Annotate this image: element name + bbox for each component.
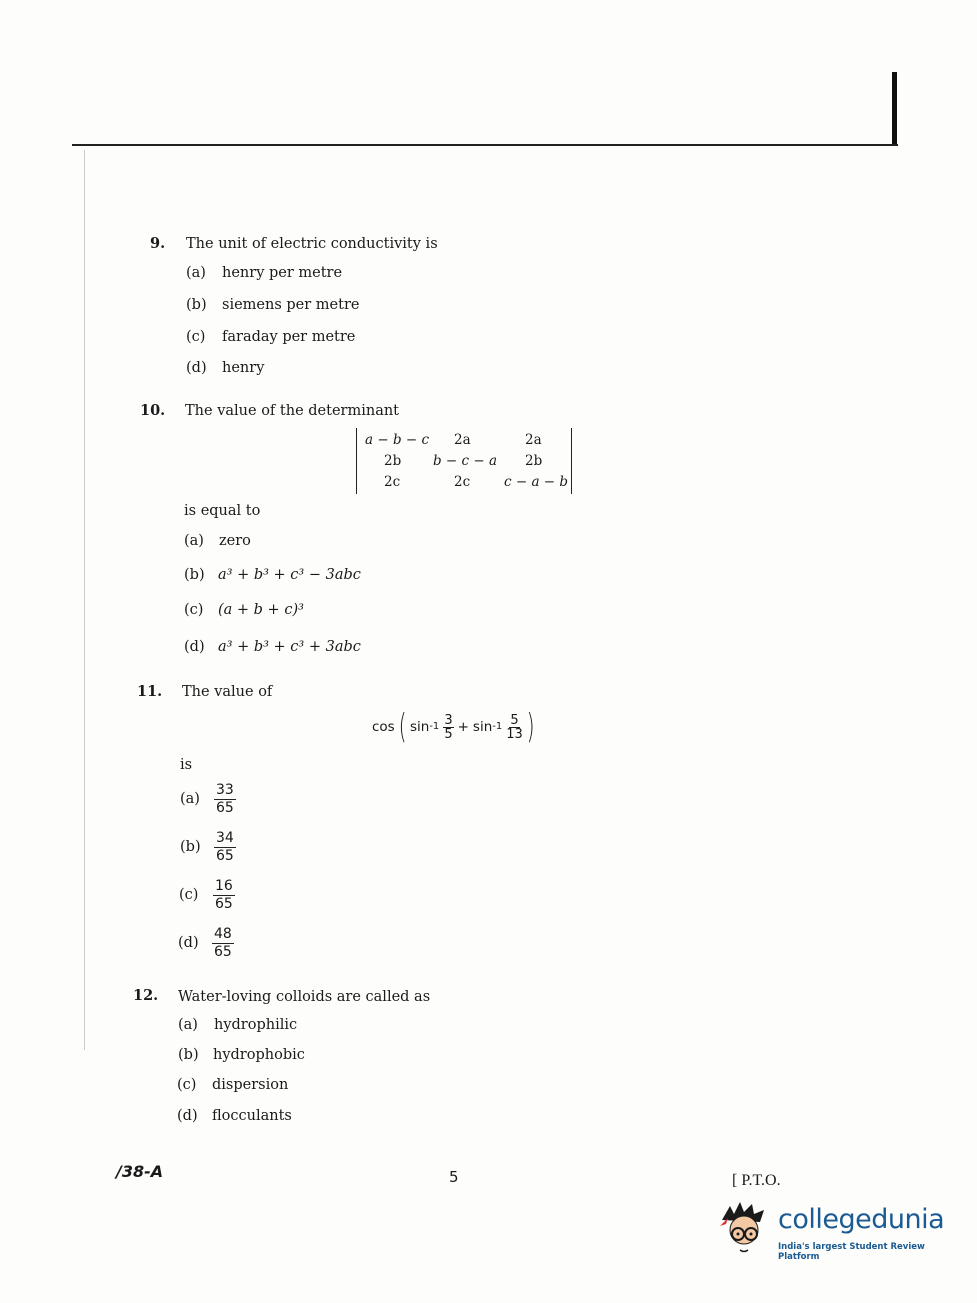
arcsin-function: sin [472, 719, 493, 735]
mascot-icon [716, 1198, 776, 1258]
question-text: The value of [182, 684, 273, 700]
question-text: The unit of electric conductivity is [186, 236, 438, 252]
close-paren: ) [526, 707, 535, 747]
question-suffix: is [180, 757, 193, 773]
question-suffix: is equal to [184, 503, 261, 519]
denominator: 65 [216, 848, 234, 864]
option-text: zero [219, 533, 251, 549]
option-label: (b) [178, 1047, 199, 1063]
matrix-cell: 2c [454, 474, 471, 490]
matrix-cell: 2c [384, 474, 401, 490]
matrix-cell: b − c − a [433, 453, 498, 469]
question-number: 10. [140, 402, 166, 419]
denominator: 65 [214, 944, 232, 960]
option-label: (c) [184, 602, 204, 618]
numerator: 33 [216, 782, 234, 798]
numerator: 16 [215, 878, 233, 894]
option-label: (a) [180, 791, 200, 807]
matrix-cell: 2b [525, 453, 543, 469]
option-label: (c) [177, 1077, 197, 1093]
question-text: Water-loving colloids are called as [178, 989, 431, 1005]
option-fraction [213, 878, 235, 913]
margin-bar [892, 72, 897, 146]
option-label: (b) [184, 567, 205, 583]
option-label: (b) [186, 297, 207, 313]
option-fraction [214, 830, 236, 865]
denominator: 65 [216, 800, 234, 816]
open-paren: ( [398, 707, 407, 747]
option-label: (d) [184, 639, 205, 655]
paper-code: /38-A [116, 1162, 164, 1181]
matrix-cell: 2a [454, 432, 471, 448]
question-number: 9. [150, 235, 166, 252]
denominator: 65 [215, 896, 233, 912]
collegedunia-logo [716, 1198, 946, 1262]
numerator: 5 [510, 712, 519, 728]
option-text: hydrophilic [214, 1017, 298, 1033]
option-label: (d) [186, 360, 207, 376]
arcsin-function: sin [409, 719, 430, 735]
logo-tagline: India's largest Student Review Platform [778, 1242, 925, 1262]
matrix-cell: 2b [384, 453, 402, 469]
option-text: flocculants [212, 1108, 292, 1124]
question-number: 11. [137, 683, 163, 700]
option-fraction [212, 926, 234, 961]
option-label: (c) [179, 887, 199, 903]
question-text: The value of the determinant [185, 403, 400, 419]
option-text: faraday per metre [222, 329, 356, 345]
numerator: 3 [444, 712, 453, 728]
option-label: (a) [184, 533, 204, 549]
option-fraction [214, 782, 236, 817]
option-text: a³ + b³ + c³ − 3abc [218, 567, 361, 583]
option-text: hydrophobic [213, 1047, 305, 1063]
option-label: (c) [186, 329, 206, 345]
option-label: (a) [186, 265, 206, 281]
fraction-5-13 [506, 714, 523, 741]
page-number: 5 [449, 1168, 459, 1186]
trig-expression: cos ( sin -1 $\frac{3}{5}$ + sin -1 $\frac{5}{13}$ ) [372, 707, 535, 747]
option-text: (a + b + c)³ [218, 602, 304, 618]
matrix-cell: a − b − c [365, 432, 430, 448]
pto-label: [ P.T.O. [732, 1172, 781, 1189]
question-number: 12. [133, 987, 159, 1004]
determinant [356, 428, 572, 494]
numerator: 48 [214, 926, 232, 942]
margin-line [84, 150, 85, 1050]
option-label: (a) [178, 1017, 198, 1033]
numerator: 34 [216, 830, 234, 846]
option-label: (d) [178, 935, 199, 951]
option-text: dispersion [212, 1077, 289, 1093]
option-label: (d) [177, 1108, 198, 1124]
option-text: henry per metre [222, 265, 343, 281]
logo-wordmark: collegedunia [778, 1204, 945, 1235]
matrix-cell: c − a − b [504, 474, 569, 490]
header-rule [72, 144, 898, 146]
option-label: (b) [180, 839, 201, 855]
plus-sign: + [457, 719, 469, 735]
option-text: henry [222, 360, 265, 376]
fraction-3-5 [443, 714, 453, 741]
matrix-cell: 2a [525, 432, 542, 448]
denominator: 13 [506, 726, 523, 742]
option-text: a³ + b³ + c³ + 3abc [218, 639, 361, 655]
cos-function: cos [372, 719, 395, 735]
denominator: 5 [444, 726, 453, 742]
option-text: siemens per metre [222, 297, 360, 313]
